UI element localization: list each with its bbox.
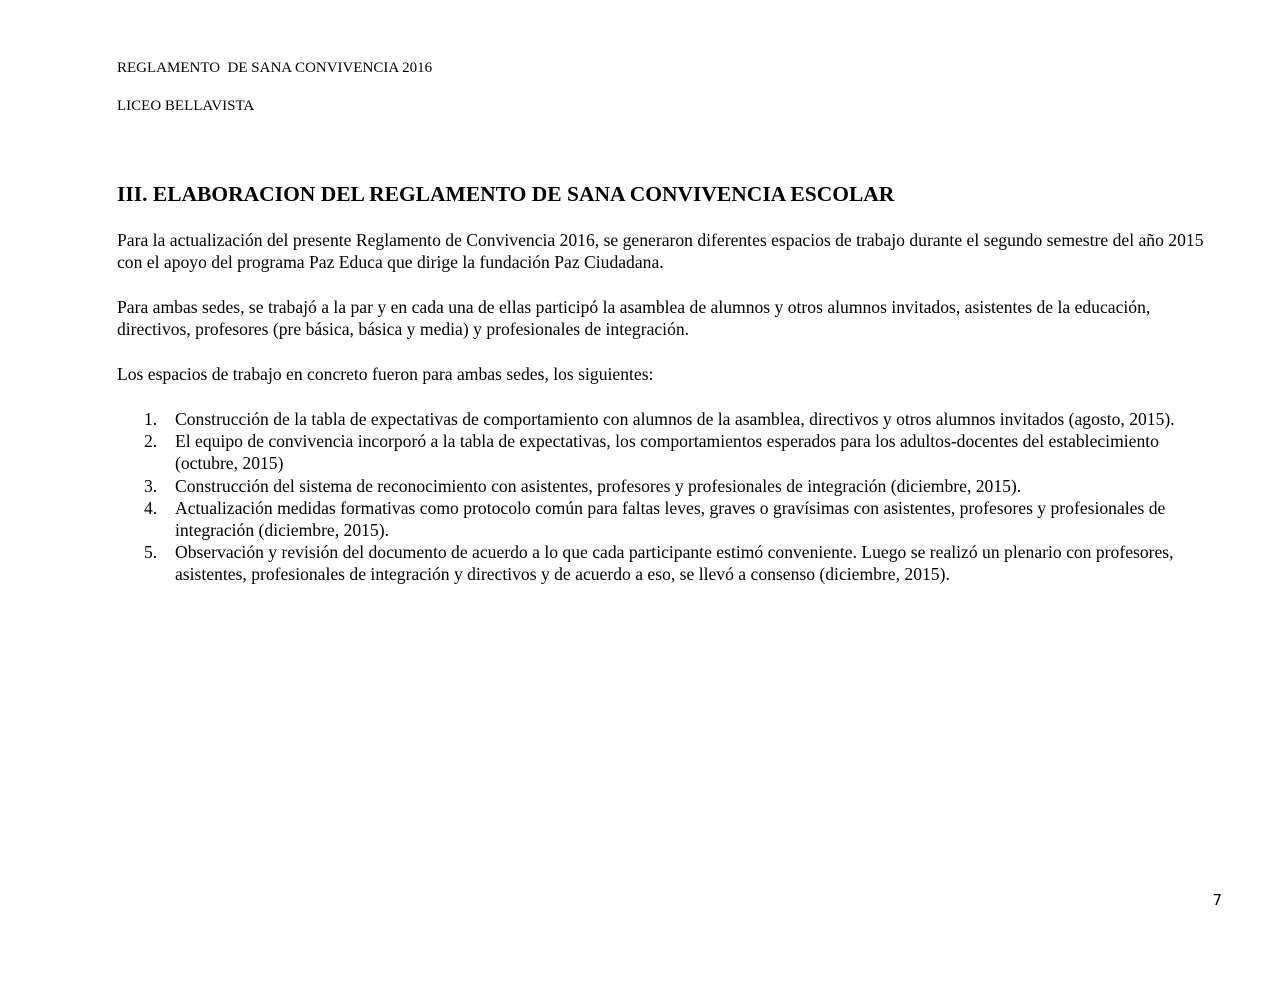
header-school-name: LICEO BELLAVISTA [117,98,255,114]
list-item-number: 4. [144,497,158,518]
paragraph-list-intro: Los espacios de trabajo en concreto fueron para ambas sedes, los siguientes: [117,364,654,384]
paragraph-intro: Para la actualización del presente Reglamento de Convivencia 2016, se generaron diferentes espacios de trabajo durante el segundo semestre del año 2015 con el apoyo del programa Paz Educa que dirige la fundación Paz Ciudadana. [117,230,1204,273]
list-item-text: Observación y revisión del documento de acuerdo a lo que cada participante estimó conveniente. Luego se realizó un plenario con profesores, asistentes, profesionales de integración y directivos y de acuerdo a eso, se llevó a consenso (diciembre, 2015). [175,542,1174,585]
work-spaces-list [117,408,1217,586]
list-item-text: Construcción de la tabla de expectativas de comportamiento con alumnos de la asamblea, directivos y otros alumnos invitados (agosto, 2015). [175,409,1175,429]
list-item [117,408,1217,430]
list-item-text: Construcción del sistema de reconocimiento con asistentes, profesores y profesionales de integración (diciembre, 2015). [175,475,1022,496]
list-item [117,497,1217,541]
section-title: III. ELABORACION DEL REGLAMENTO DE SANA CONVIVENCIA ESCOLAR [117,182,895,206]
list-item-number: 5. [144,542,158,563]
list-item-text: Actualización medidas formativas como protocolo común para faltas leves, graves o gravísimas con asistentes, profesores y profesionales de integración (diciembre, 2015). [175,497,1166,541]
list-item-text: El equipo de convivencia incorporó a la tabla de expectativas, los comportamientos esperados para los adultos-docentes del establecimiento (octubre, 2015) [175,431,1159,474]
paragraph-participants: Para ambas sedes, se trabajó a la par y en cada una de ellas participó la asamblea de alumnos y otros alumnos invitados, asistentes de la educación, directivos, profesores (pre básica, básica y media) y profesionales de integración. [117,297,1151,340]
page-number: 7 [1212,891,1222,909]
list-item [117,475,1217,497]
list-item-number: 2. [144,431,158,452]
list-item [117,430,1217,474]
list-item [117,541,1217,585]
list-item-number: 1. [144,409,158,429]
header-document-title: REGLAMENTO DE SANA CONVIVENCIA 2016 [117,60,433,76]
list-item-number: 3. [144,475,158,496]
